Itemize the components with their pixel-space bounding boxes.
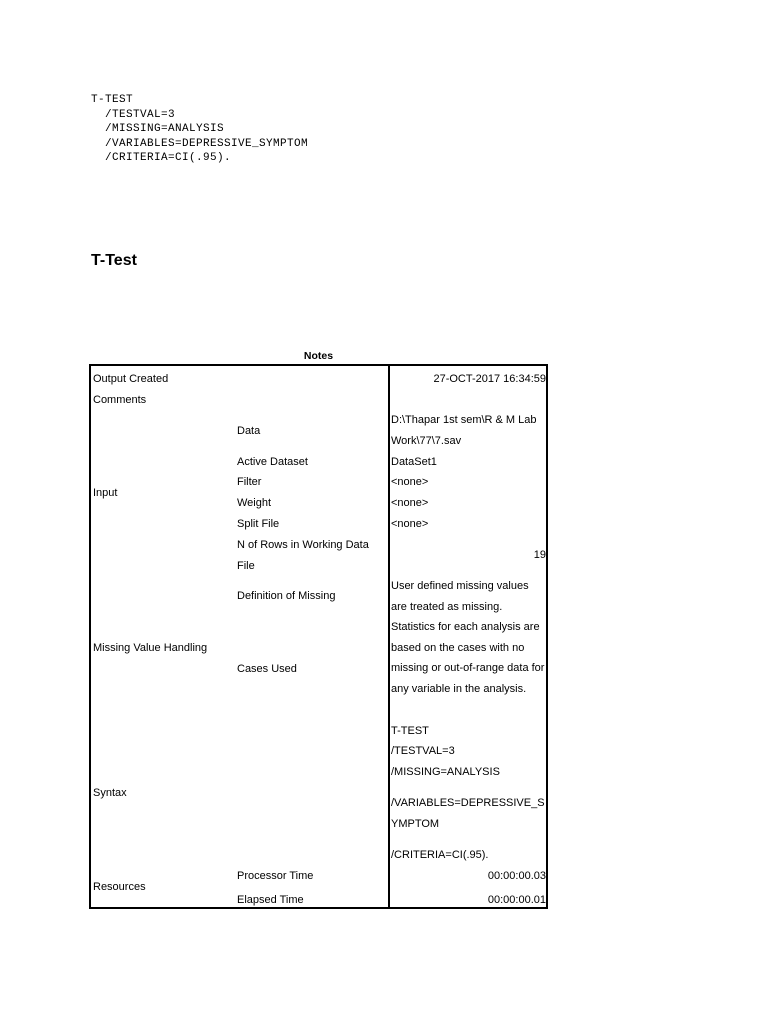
definition-of-missing-label: Definition of Missing — [237, 590, 336, 602]
notes-table — [89, 364, 548, 909]
output-created-label: Output Created — [93, 373, 169, 385]
elapsed-time-label: Elapsed Time — [237, 894, 304, 906]
comments-label: Comments — [93, 394, 147, 406]
filter-label: Filter — [237, 476, 262, 488]
syntax-value-line: /VARIABLES=DEPRESSIVE_SYMPTOM — [391, 797, 545, 830]
syntax-block — [91, 93, 308, 166]
syntax-label: Syntax — [93, 787, 127, 799]
syntax-line: /TESTVAL=3 — [91, 108, 176, 121]
elapsed-time-value: 00:00:00.01 — [487, 894, 546, 906]
syntax-value-line: T-TEST — [391, 725, 429, 737]
notes-table-title: Notes — [303, 350, 334, 362]
cases-used-value: Statistics for each analysis are based on the cases with no missing or out-of-range data for any variable in the analysis. — [391, 621, 545, 696]
filter-value: <none> — [391, 476, 429, 488]
resources-label: Resources — [93, 881, 146, 893]
output-created-value: 27-OCT-2017 16:34:59 — [433, 373, 546, 385]
definition-of-missing-value: User defined missing values are treated as missing. — [391, 580, 529, 613]
data-value: D:\Thapar 1st sem\R & M Lab Work\77\7.sav — [391, 414, 537, 447]
input-label: Input — [93, 487, 118, 499]
syntax-line: /VARIABLES=DEPRESSIVE_SYMPTOM — [91, 137, 309, 150]
syntax-line: /MISSING=ANALYSIS — [91, 123, 225, 135]
active-dataset-value: DataSet1 — [391, 456, 437, 468]
section-heading: T-Test — [91, 252, 137, 269]
cases-used-label: Cases Used — [237, 663, 297, 675]
syntax-value-line: /TESTVAL=3 — [391, 745, 455, 757]
active-dataset-label: Active Dataset — [237, 456, 308, 468]
split-file-label: Split File — [237, 518, 280, 530]
n-rows-value: 19 — [533, 549, 546, 561]
syntax-value-line: /CRITERIA=CI(.95). — [391, 849, 489, 861]
n-rows-label: N of Rows in Working Data File — [237, 539, 369, 572]
syntax-line: /CRITERIA=CI(.95). — [91, 152, 232, 164]
column-divider — [388, 366, 390, 907]
syntax-line: T-TEST — [91, 94, 134, 106]
missing-value-handling-label: Missing Value Handling — [93, 642, 208, 654]
weight-label: Weight — [237, 497, 272, 509]
syntax-value-line: /MISSING=ANALYSIS — [391, 766, 500, 778]
processor-time-value: 00:00:00.03 — [487, 870, 546, 882]
processor-time-label: Processor Time — [237, 870, 314, 882]
split-file-value: <none> — [391, 518, 429, 530]
weight-value: <none> — [391, 497, 429, 509]
data-label: Data — [237, 425, 261, 437]
